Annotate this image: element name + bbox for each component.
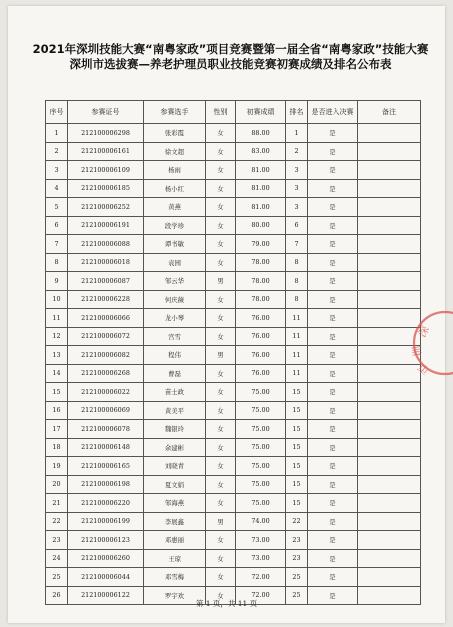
cell-gender: 女 [206,253,236,272]
cell-finals: 是 [308,161,358,180]
cell-rank: 8 [286,272,308,291]
cell-cert-no: 212100006198 [68,475,144,494]
cell-gender: 女 [206,401,236,420]
cell-cert-no: 212100006268 [68,364,144,383]
cell-finals: 是 [308,235,358,254]
cell-contestant: 黄燕 [144,198,206,217]
table-header-row [46,101,421,124]
cell-remarks [358,457,421,476]
cell-rank: 15 [286,420,308,439]
cell-remarks [358,179,421,198]
table-row [46,457,421,476]
cell-seq: 12 [46,327,68,346]
cell-contestant: 李展鑫 [144,512,206,531]
cell-seq: 14 [46,364,68,383]
cell-rank: 25 [286,568,308,587]
cell-seq: 3 [46,161,68,180]
table-row [46,531,421,550]
cell-finals: 是 [308,216,358,235]
cell-cert-no: 212100006088 [68,235,144,254]
cell-contestant: 何庆薇 [144,290,206,309]
cell-cert-no: 212100006078 [68,420,144,439]
table-row [46,364,421,383]
cell-score: 83.00 [236,142,286,161]
cell-contestant: 夏文娟 [144,475,206,494]
cell-remarks [358,531,421,550]
table-row [46,124,421,143]
cell-finals: 是 [308,512,358,531]
cell-score: 80.00 [236,216,286,235]
cell-contestant: 余建彬 [144,438,206,457]
cell-rank: 11 [286,346,308,365]
cell-seq: 23 [46,531,68,550]
cell-remarks [358,346,421,365]
header-finals: 是否进入决赛 [308,101,358,124]
cell-remarks [358,420,421,439]
cell-seq: 6 [46,216,68,235]
cell-finals: 是 [308,494,358,513]
cell-score: 75.00 [236,420,286,439]
table-row [46,327,421,346]
table-row [46,383,421,402]
cell-contestant: 魏银玲 [144,420,206,439]
table-row [46,179,421,198]
cell-contestant: 曹磊 [144,364,206,383]
cell-rank: 15 [286,457,308,476]
results-table [45,100,421,605]
cell-gender: 女 [206,142,236,161]
cell-contestant: 黄美平 [144,401,206,420]
cell-remarks [358,272,421,291]
cell-finals: 是 [308,253,358,272]
table-row [46,198,421,217]
cell-gender: 女 [206,438,236,457]
cell-cert-no: 212100006018 [68,253,144,272]
cell-finals: 是 [308,401,358,420]
cell-contestant: 宫雪 [144,327,206,346]
cell-cert-no: 212100006022 [68,383,144,402]
cell-cert-no: 212100006066 [68,309,144,328]
cell-rank: 23 [286,531,308,550]
cell-score: 73.00 [236,549,286,568]
cell-contestant: 邓惠丽 [144,531,206,550]
header-seq: 序号 [46,101,68,124]
cell-rank: 11 [286,327,308,346]
cell-cert-no: 212100006122 [68,586,144,605]
cell-contestant: 邹海燕 [144,494,206,513]
cell-rank: 3 [286,161,308,180]
cell-seq: 1 [46,124,68,143]
cell-cert-no: 212100006082 [68,346,144,365]
cell-cert-no: 212100006161 [68,142,144,161]
header-contestant: 参赛选手 [144,101,206,124]
cell-gender: 女 [206,457,236,476]
table-row [46,272,421,291]
cell-finals: 是 [308,383,358,402]
header-remarks: 备注 [358,101,421,124]
cell-gender: 女 [206,124,236,143]
cell-cert-no: 212100006252 [68,198,144,217]
table-row [46,290,421,309]
cell-seq: 17 [46,420,68,439]
cell-finals: 是 [308,475,358,494]
cell-seq: 21 [46,494,68,513]
cell-remarks [358,327,421,346]
cell-finals: 是 [308,549,358,568]
cell-finals: 是 [308,438,358,457]
table-row [46,346,421,365]
cell-score: 78.00 [236,253,286,272]
table-row [46,438,421,457]
cell-remarks [358,253,421,272]
cell-gender: 男 [206,512,236,531]
cell-remarks [358,383,421,402]
cell-seq: 8 [46,253,68,272]
cell-cert-no: 212100006087 [68,272,144,291]
cell-score: 81.00 [236,198,286,217]
cell-rank: 15 [286,494,308,513]
cell-cert-no: 212100006123 [68,531,144,550]
table-row [46,475,421,494]
cell-cert-no: 212100006109 [68,161,144,180]
cell-gender: 男 [206,346,236,365]
table-row [46,401,421,420]
cell-cert-no: 212100006228 [68,290,144,309]
cell-rank: 2 [286,142,308,161]
cell-contestant: 徐文超 [144,142,206,161]
cell-score: 72.00 [236,586,286,605]
cell-seq: 18 [46,438,68,457]
cell-score: 75.00 [236,383,286,402]
cell-rank: 6 [286,216,308,235]
cell-cert-no: 212100006191 [68,216,144,235]
cell-cert-no: 212100006199 [68,512,144,531]
cell-finals: 是 [308,346,358,365]
table-row [46,161,421,180]
cell-finals: 是 [308,124,358,143]
cell-rank: 15 [286,475,308,494]
cell-finals: 是 [308,142,358,161]
cell-seq: 20 [46,475,68,494]
cell-cert-no: 212100006072 [68,327,144,346]
cell-cert-no: 212100006260 [68,549,144,568]
cell-rank: 15 [286,383,308,402]
cell-contestant: 刘晓青 [144,457,206,476]
cell-gender: 女 [206,161,236,180]
cell-seq: 2 [46,142,68,161]
cell-gender: 女 [206,568,236,587]
cell-score: 76.00 [236,364,286,383]
cell-score: 73.00 [236,531,286,550]
cell-gender: 女 [206,383,236,402]
cell-remarks [358,568,421,587]
cell-finals: 是 [308,531,358,550]
cell-finals: 是 [308,272,358,291]
cell-gender: 女 [206,198,236,217]
cell-finals: 是 [308,457,358,476]
cell-seq: 4 [46,179,68,198]
cell-cert-no: 212100006220 [68,494,144,513]
cell-cert-no: 212100006148 [68,438,144,457]
svg-text:市: 市 [415,360,432,378]
cell-score: 75.00 [236,457,286,476]
cell-rank: 8 [286,290,308,309]
cell-seq: 22 [46,512,68,531]
table-row [46,142,421,161]
cell-rank: 22 [286,512,308,531]
cell-remarks [358,124,421,143]
cell-score: 88.00 [236,124,286,143]
cell-remarks [358,290,421,309]
cell-cert-no: 212100006069 [68,401,144,420]
cell-contestant: 张彩霞 [144,124,206,143]
cell-seq: 7 [46,235,68,254]
svg-text:深: 深 [415,323,433,340]
svg-text:圳: 圳 [410,344,425,358]
cell-remarks [358,198,421,217]
cell-seq: 11 [46,309,68,328]
cell-contestant: 龙小琴 [144,309,206,328]
cell-rank: 3 [286,198,308,217]
cell-seq: 13 [46,346,68,365]
cell-finals: 是 [308,179,358,198]
cell-seq: 9 [46,272,68,291]
table-row [46,235,421,254]
cell-score: 75.00 [236,494,286,513]
cell-score: 78.00 [236,290,286,309]
cell-remarks [358,512,421,531]
cell-rank: 11 [286,364,308,383]
cell-contestant: 谭书敏 [144,235,206,254]
cell-cert-no: 212100006298 [68,124,144,143]
cell-gender: 男 [206,272,236,291]
table-row [46,568,421,587]
cell-remarks [358,438,421,457]
cell-rank: 8 [286,253,308,272]
cell-gender: 女 [206,235,236,254]
cell-cert-no: 212100006165 [68,457,144,476]
cell-contestant: 王琼 [144,549,206,568]
cell-seq: 19 [46,457,68,476]
cell-contestant: 杨小红 [144,179,206,198]
cell-seq: 24 [46,549,68,568]
cell-gender: 女 [206,179,236,198]
document-title: 2021年深圳技能大赛“南粤家政”项目竞赛暨第一届全省“南粤家政”技能大赛深圳市选拔赛—养老护理员职业技能竞赛初赛成绩及排名公布表 [32,42,429,71]
table-row [46,549,421,568]
cell-seq: 26 [46,586,68,605]
cell-rank: 15 [286,438,308,457]
cell-rank: 25 [286,586,308,605]
cell-score: 76.00 [236,346,286,365]
cell-score: 76.00 [236,309,286,328]
cell-finals: 是 [308,420,358,439]
cell-seq: 16 [46,401,68,420]
table-row [46,512,421,531]
cell-score: 72.00 [236,568,286,587]
cell-score: 75.00 [236,475,286,494]
cell-rank: 11 [286,309,308,328]
cell-gender: 女 [206,216,236,235]
cell-rank: 3 [286,179,308,198]
cell-remarks [358,309,421,328]
cell-contestant: 罗宇欢 [144,586,206,605]
cell-finals: 是 [308,327,358,346]
table-row [46,309,421,328]
cell-gender: 女 [206,494,236,513]
header-cert-no: 参赛证号 [68,101,144,124]
cell-score: 79.00 [236,235,286,254]
cell-remarks [358,161,421,180]
cell-remarks [358,216,421,235]
cell-finals: 是 [308,364,358,383]
cell-score: 74.00 [236,512,286,531]
cell-contestant: 邹云华 [144,272,206,291]
cell-score: 76.00 [236,327,286,346]
cell-rank: 1 [286,124,308,143]
cell-contestant: 苗士政 [144,383,206,402]
cell-rank: 7 [286,235,308,254]
cell-gender: 女 [206,364,236,383]
cell-finals: 是 [308,568,358,587]
cell-gender: 女 [206,420,236,439]
document-page [8,6,445,623]
header-rank: 排名 [286,101,308,124]
table-row [46,494,421,513]
header-gender: 性别 [206,101,236,124]
cell-contestant: 段学珍 [144,216,206,235]
cell-contestant: 邓雪梅 [144,568,206,587]
cell-rank: 15 [286,401,308,420]
cell-remarks [358,549,421,568]
cell-remarks [358,364,421,383]
cell-contestant: 杨雨 [144,161,206,180]
cell-remarks [358,494,421,513]
cell-finals: 是 [308,586,358,605]
cell-rank: 23 [286,549,308,568]
cell-gender: 女 [206,475,236,494]
page-footer: 第 1 页，共 11 页 [195,599,258,608]
cell-remarks [358,142,421,161]
cell-score: 75.00 [236,438,286,457]
cell-gender: 女 [206,309,236,328]
cell-score: 81.00 [236,179,286,198]
cell-score: 78.00 [236,272,286,291]
cell-finals: 是 [308,290,358,309]
cell-remarks [358,235,421,254]
cell-seq: 10 [46,290,68,309]
table-body [46,124,421,605]
cell-seq: 25 [46,568,68,587]
cell-gender: 女 [206,290,236,309]
cell-contestant: 袁园 [144,253,206,272]
cell-seq: 15 [46,383,68,402]
cell-remarks [358,475,421,494]
cell-gender: 女 [206,549,236,568]
cell-cert-no: 212100006185 [68,179,144,198]
cell-gender: 女 [206,531,236,550]
cell-gender: 女 [206,327,236,346]
cell-finals: 是 [308,198,358,217]
cell-score: 81.00 [236,161,286,180]
header-score: 初赛成绩 [236,101,286,124]
table-row [46,420,421,439]
table-row [46,216,421,235]
cell-gender: 女 [206,586,236,605]
cell-finals: 是 [308,309,358,328]
cell-cert-no: 212100006044 [68,568,144,587]
table-row [46,253,421,272]
cell-contestant: 程伟 [144,346,206,365]
cell-seq: 5 [46,198,68,217]
cell-score: 75.00 [236,401,286,420]
cell-remarks [358,401,421,420]
